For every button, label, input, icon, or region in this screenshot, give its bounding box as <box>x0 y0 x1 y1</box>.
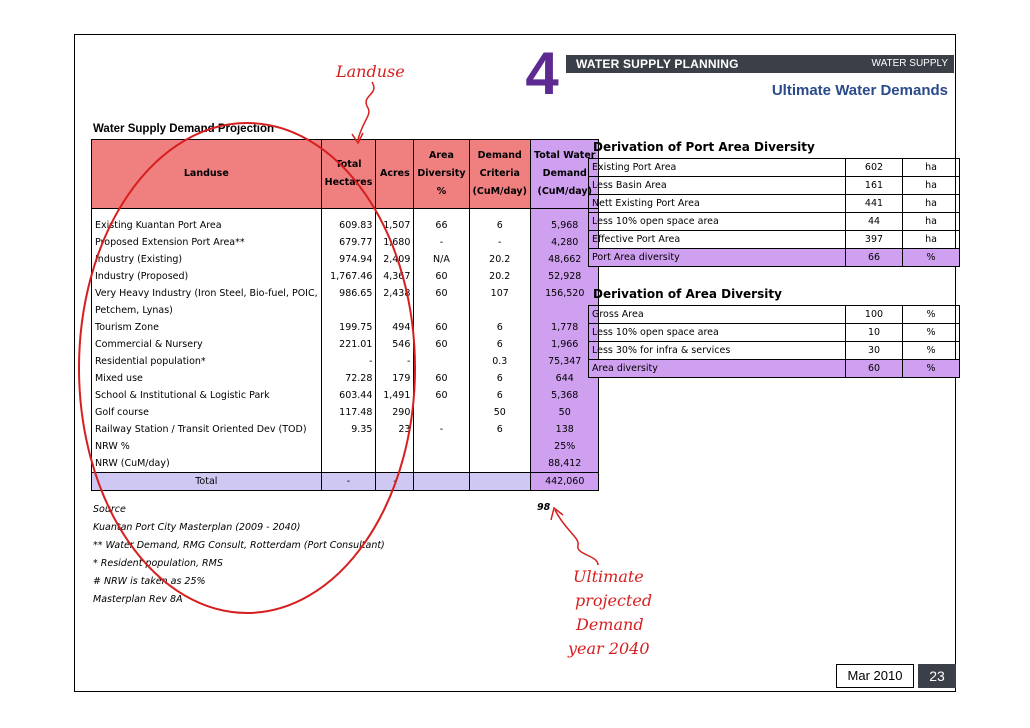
cell-total: 50 <box>530 404 598 421</box>
cell-hectares <box>321 438 376 455</box>
cell-acres: 494 <box>376 319 414 336</box>
cell-total: 5,968 <box>530 217 598 234</box>
page-number: 23 <box>918 664 956 688</box>
side-row <box>589 213 960 231</box>
cell-diversity: 60 <box>414 370 469 387</box>
cell-landuse: School & Institutional & Logistic Park <box>92 387 322 404</box>
cell-total: 1,778 <box>530 319 598 336</box>
total-acres: - <box>376 473 414 491</box>
side-row <box>589 360 960 378</box>
side-value: 66 <box>846 249 903 267</box>
side-value: 602 <box>846 159 903 177</box>
cell-hectares: - <box>321 353 376 370</box>
table-row <box>92 302 599 319</box>
cell-criteria: 0.3 <box>469 353 530 370</box>
cell-criteria <box>469 438 530 455</box>
area-diversity-table <box>588 305 960 378</box>
side-row <box>589 324 960 342</box>
cell-total: 88,412 <box>530 455 598 473</box>
cell-diversity <box>414 455 469 473</box>
side-unit: % <box>903 360 960 378</box>
cell-hectares: 986.65 <box>321 285 376 302</box>
cell-criteria <box>469 302 530 319</box>
table-row <box>92 455 599 473</box>
cell-total: 5,368 <box>530 387 598 404</box>
cell-total: 156,520 <box>530 285 598 302</box>
cell-hectares: 72.28 <box>321 370 376 387</box>
cell-landuse: Proposed Extension Port Area** <box>92 234 322 251</box>
cell-diversity: 60 <box>414 387 469 404</box>
cell-diversity <box>414 302 469 319</box>
cell-criteria: 6 <box>469 387 530 404</box>
table-row <box>92 251 599 268</box>
cell-hectares: 221.01 <box>321 336 376 353</box>
side-unit: % <box>903 324 960 342</box>
side-unit: ha <box>903 231 960 249</box>
ultimate-annotation-line: Ultimate <box>573 567 644 586</box>
cell-diversity: - <box>414 234 469 251</box>
cell-total: 4,280 <box>530 234 598 251</box>
spacer-row <box>92 209 599 218</box>
cell-hectares: 117.48 <box>321 404 376 421</box>
area-table-title: Derivation of Area Diversity <box>593 287 782 301</box>
cell-acres: 1,491 <box>376 387 414 404</box>
cell-criteria: 6 <box>469 421 530 438</box>
cell-criteria: 6 <box>469 217 530 234</box>
header-right-label: WATER SUPPLY <box>871 58 948 69</box>
table-header-row <box>92 140 599 209</box>
total-empty <box>414 473 469 491</box>
ultimate-annotation-line: projected <box>575 591 653 610</box>
side-value: 397 <box>846 231 903 249</box>
cell-criteria: 20.2 <box>469 251 530 268</box>
landuse-annotation: Landuse <box>336 62 405 81</box>
side-value: 30 <box>846 342 903 360</box>
cell-acres <box>376 438 414 455</box>
side-row <box>589 306 960 324</box>
note-line: Masterplan Rev 8A <box>93 594 183 605</box>
cell-acres: - <box>376 353 414 370</box>
notes <box>93 501 385 609</box>
side-unit: ha <box>903 159 960 177</box>
cell-hectares: 9.35 <box>321 421 376 438</box>
side-unit: ha <box>903 213 960 231</box>
cell-landuse: Very Heavy Industry (Iron Steel, Bio-fuel, POIC, <box>92 285 322 302</box>
spacer-cell <box>321 209 376 218</box>
header-landuse: Landuse <box>92 140 322 209</box>
cell-acres: 1,680 <box>376 234 414 251</box>
header-criteria: Demand Criteria (CuM/day) <box>469 140 530 209</box>
table-row <box>92 353 599 370</box>
page-subtitle: Ultimate Water Demands <box>771 82 948 99</box>
header-title: WATER SUPPLY PLANNING <box>576 57 739 71</box>
cell-acres: 23 <box>376 421 414 438</box>
side-unit: ha <box>903 177 960 195</box>
port-table-title: Derivation of Port Area Diversity <box>593 140 815 154</box>
side-unit: % <box>903 249 960 267</box>
cell-criteria: - <box>469 234 530 251</box>
cell-acres <box>376 455 414 473</box>
spacer-cell <box>414 209 469 218</box>
note-line: # NRW is taken as 25% <box>93 576 206 587</box>
cell-criteria <box>469 455 530 473</box>
side-label: Effective Port Area <box>589 231 846 249</box>
total-demand: 442,060 <box>530 473 598 491</box>
cell-hectares: 609.83 <box>321 217 376 234</box>
cell-total: 75,347 <box>530 353 598 370</box>
header-diversity: Area Diversity % <box>414 140 469 209</box>
cell-acres: 2,438 <box>376 285 414 302</box>
cell-acres: 4,367 <box>376 268 414 285</box>
side-unit: ha <box>903 195 960 213</box>
spacer-cell <box>376 209 414 218</box>
side-unit: % <box>903 342 960 360</box>
cell-acres: 2,409 <box>376 251 414 268</box>
section-number: 4 <box>525 40 559 107</box>
table-row <box>92 421 599 438</box>
total-row <box>92 473 599 491</box>
side-value: 100 <box>846 306 903 324</box>
table-row <box>92 234 599 251</box>
side-value: 161 <box>846 177 903 195</box>
side-unit: % <box>903 306 960 324</box>
cell-diversity: 60 <box>414 285 469 302</box>
cell-landuse: Commercial & Nursery <box>92 336 322 353</box>
table-row <box>92 285 599 302</box>
cell-diversity: 60 <box>414 319 469 336</box>
table-title: Water Supply Demand Projection <box>93 123 275 135</box>
cell-total: 138 <box>530 421 598 438</box>
table-row <box>92 404 599 421</box>
side-label: Less Basin Area <box>589 177 846 195</box>
header-total: Total Water Demand (CuM/day) <box>530 140 598 209</box>
side-label: Area diversity <box>589 360 846 378</box>
cell-acres: 290 <box>376 404 414 421</box>
table-row <box>92 319 599 336</box>
cell-landuse: Golf course <box>92 404 322 421</box>
note-line: ** Water Demand, RMG Consult, Rotterdam (Port Consultant) <box>93 540 385 551</box>
side-label: Less 30% for infra & services <box>589 342 846 360</box>
cell-landuse: Petchem, Lynas) <box>92 302 322 319</box>
cell-diversity: 60 <box>414 268 469 285</box>
cell-hectares: 974.94 <box>321 251 376 268</box>
side-label: Less 10% open space area <box>589 324 846 342</box>
note-line: Source <box>93 504 126 515</box>
cell-diversity: 60 <box>414 336 469 353</box>
cell-diversity: 66 <box>414 217 469 234</box>
cell-landuse: Industry (Existing) <box>92 251 322 268</box>
cell-total: 644 <box>530 370 598 387</box>
cell-acres: 546 <box>376 336 414 353</box>
side-label: Gross Area <box>589 306 846 324</box>
cell-diversity <box>414 404 469 421</box>
cell-landuse: Railway Station / Transit Oriented Dev (TOD) <box>92 421 322 438</box>
side-value: 60 <box>846 360 903 378</box>
ultimate-annotation-line: Demand <box>576 615 644 634</box>
cell-diversity <box>414 438 469 455</box>
cell-landuse: Tourism Zone <box>92 319 322 336</box>
cell-criteria: 6 <box>469 370 530 387</box>
total-hectares: - <box>321 473 376 491</box>
ultimate-annotation-line: year 2040 <box>568 639 650 658</box>
header-acres: Acres <box>376 140 414 209</box>
cell-diversity: N/A <box>414 251 469 268</box>
side-row <box>589 342 960 360</box>
port-diversity-table <box>588 158 960 267</box>
side-value: 44 <box>846 213 903 231</box>
table-row <box>92 217 599 234</box>
cell-acres: 1,507 <box>376 217 414 234</box>
side-label: Nett Existing Port Area <box>589 195 846 213</box>
footer-date: Mar 2010 <box>836 664 914 688</box>
spacer-cell <box>92 209 322 218</box>
table-row <box>92 370 599 387</box>
cell-hectares <box>321 302 376 319</box>
cell-hectares: 679.77 <box>321 234 376 251</box>
total-label: Total <box>92 473 322 491</box>
cell-landuse: NRW % <box>92 438 322 455</box>
header-hectares: Total Hectares <box>321 140 376 209</box>
side-label: Port Area diversity <box>589 249 846 267</box>
cell-total: 52,928 <box>530 268 598 285</box>
cell-total: 1,966 <box>530 336 598 353</box>
cell-landuse: Industry (Proposed) <box>92 268 322 285</box>
cell-hectares: 603.44 <box>321 387 376 404</box>
cell-landuse: Mixed use <box>92 370 322 387</box>
extra-value: 98 <box>537 502 551 513</box>
cell-diversity <box>414 353 469 370</box>
side-value: 10 <box>846 324 903 342</box>
cell-criteria: 107 <box>469 285 530 302</box>
cell-total: 48,662 <box>530 251 598 268</box>
note-line: Kuantan Port City Masterplan (2009 - 2040) <box>93 522 301 533</box>
table-row <box>92 336 599 353</box>
side-row <box>589 195 960 213</box>
table-row <box>92 438 599 455</box>
side-value: 441 <box>846 195 903 213</box>
side-row <box>589 159 960 177</box>
cell-landuse: NRW (CuM/day) <box>92 455 322 473</box>
cell-landuse: Residential population* <box>92 353 322 370</box>
cell-criteria: 50 <box>469 404 530 421</box>
cell-criteria: 6 <box>469 319 530 336</box>
cell-landuse: Existing Kuantan Port Area <box>92 217 322 234</box>
table-row <box>92 387 599 404</box>
cell-acres: 179 <box>376 370 414 387</box>
side-row <box>589 249 960 267</box>
spacer-cell <box>469 209 530 218</box>
side-row <box>589 177 960 195</box>
table-row <box>92 268 599 285</box>
total-empty <box>469 473 530 491</box>
note-line: * Resident population, RMS <box>93 558 223 569</box>
demand-table <box>91 139 599 491</box>
cell-hectares <box>321 455 376 473</box>
cell-diversity: - <box>414 421 469 438</box>
cell-total: 25% <box>530 438 598 455</box>
cell-acres <box>376 302 414 319</box>
cell-criteria: 6 <box>469 336 530 353</box>
cell-hectares: 1,767.46 <box>321 268 376 285</box>
cell-criteria: 20.2 <box>469 268 530 285</box>
side-row <box>589 231 960 249</box>
cell-hectares: 199.75 <box>321 319 376 336</box>
side-label: Less 10% open space area <box>589 213 846 231</box>
side-label: Existing Port Area <box>589 159 846 177</box>
